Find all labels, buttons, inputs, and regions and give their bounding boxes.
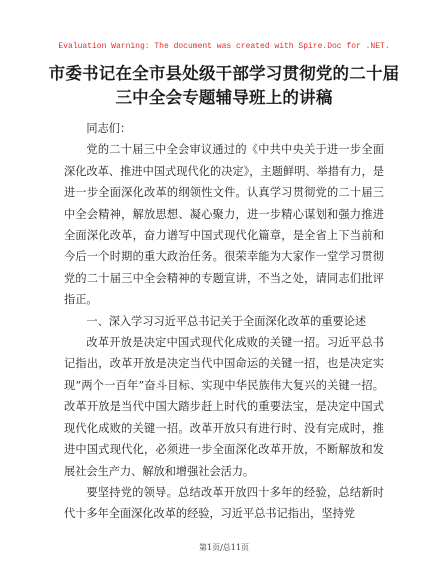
paragraph-reform: 改革开放是决定中国式现代化成败的关键一招。习近平总书记指出，改革开放是决定当代中国命运的关键一招，也是决定实现“两个一百年”奋斗目标、实现中华民族伟大复兴的关键一招。改革开放是当代中国大踏步赶上时代的重要法宝，是决定中国式现代化成败的关键一招。改革开放只有进行时、没有完成时，推进中国式现代化，必须进一步全面深化改革开放，不断解放和发展社会生产力、解放和增强社会活力。	[64, 336, 384, 478]
paragraph-intro: 党的二十届三中全会审议通过的《中共中央关于进一步全面深化改革、推进中国式现代化的决定》，主题鲜明、举措有力，是进一步全面深化改革的纲领性文件。认真学习贯彻党的二十届三中全会精神，解放思想、凝心聚力，进一步精心谋划和强力推进全面深化改革，奋力谱写中国式现代化篇章，是全省上下当前和今后一个时期的重大政治任务。很荣幸能为大家作一堂学习贯彻党的二十届三中全会精神的专题宣讲，不当之处，请同志们批评指正。	[64, 143, 384, 307]
section-heading: 一、深入学习习近平总书记关于全面深化改革的重要论述	[86, 314, 367, 328]
document-title: 市委书记在全市县处级干部学习贯彻党的二十届三中全会专题辅导班上的讲稿	[48, 64, 400, 107]
page-number: 第1页/总11页	[199, 543, 249, 552]
salutation: 同志们：	[86, 122, 132, 135]
paragraph-party-leadership: 要坚持党的领导。总结改革开放四十多年的经验，总结新时代十多年全面深化改革的经验，习近平总书记指出，坚持党	[64, 485, 384, 521]
document-body	[64, 118, 384, 525]
evaluation-warning: Evaluation Warning: The document was created with Spire.Doc for .NET.	[58, 42, 390, 51]
